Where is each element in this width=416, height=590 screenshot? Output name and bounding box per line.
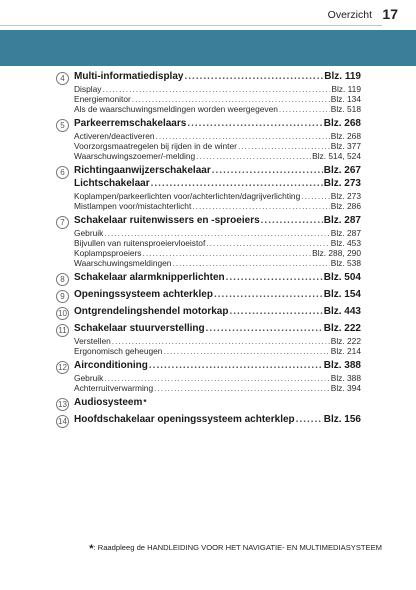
toc-entry[interactable] [74, 215, 361, 228]
toc-subentry-page: Blz. 287 [330, 228, 361, 238]
toc-subentry-label: Verstellen [74, 336, 111, 346]
page-number: 17 [382, 6, 398, 22]
section-number-circle: 13 [56, 398, 69, 411]
toc-subentry-label: Ergonomisch geheugen [74, 346, 163, 356]
dot-leader [172, 258, 329, 268]
dot-leader [214, 289, 323, 300]
dot-leader [212, 165, 323, 176]
section-number-circle: 8 [56, 273, 69, 286]
footnote [89, 543, 382, 555]
toc-entry-title: Schakelaar stuurverstelling [74, 323, 205, 334]
dot-leader [154, 383, 330, 393]
toc-entry[interactable] [74, 414, 361, 427]
section-number-circle: 11 [56, 324, 69, 337]
toc-section [56, 165, 361, 211]
toc-subentry[interactable] [74, 373, 361, 383]
page-header [0, 0, 416, 28]
dot-leader [301, 191, 329, 201]
toc-entry-title: Ontgrendelingshendel motorkap [74, 306, 229, 317]
toc-subentry-page: Blz. 286 [330, 201, 361, 211]
dot-leader [104, 228, 329, 238]
toc-subentry-page: Blz. 214 [330, 346, 361, 356]
toc-entry-title: Schakelaar ruitenwissers en -sproeiers [74, 215, 260, 226]
toc-entry-title: Openingssysteem achterklep [74, 289, 213, 300]
toc-entry-title: Schakelaar alarmknipperlichten [74, 272, 225, 283]
toc-subentry-label: Gebruik [74, 228, 104, 238]
toc-subentry-label: Waarschuwingsmeldingen [74, 258, 172, 268]
toc-section [56, 289, 361, 302]
toc-section [56, 414, 361, 427]
toc-subentry-label: Bijvullen van ruitensproeiervloeistof [74, 238, 206, 248]
toc-subentry-page: Blz. 453 [330, 238, 361, 248]
section-number-circle: 4 [56, 72, 69, 85]
dot-leader [226, 272, 323, 283]
toc-subentry-label: Koplampsproeiers [74, 248, 142, 258]
toc-entry-title: Parkeerremschakelaars [74, 118, 187, 129]
toc-subentry[interactable] [74, 228, 361, 238]
toc-subentry-label: Gebruik [74, 373, 104, 383]
toc-entry-page: Blz. 267 [323, 165, 361, 176]
footnote-star: * [89, 543, 94, 555]
dot-leader [261, 215, 323, 226]
section-title: Overzicht [327, 9, 372, 21]
toc-entry-title: Airconditioning [74, 360, 148, 371]
toc-section [56, 323, 361, 356]
toc-entry[interactable] [74, 71, 361, 84]
toc-entry-title: Richtingaanwijzerschakelaar [74, 165, 211, 176]
dot-leader [143, 248, 312, 258]
toc-subentry[interactable] [74, 84, 361, 94]
toc-subentry-page: Blz. 394 [330, 383, 361, 393]
toc-subentry[interactable] [74, 191, 361, 201]
toc-subentry-page: Blz. 388 [330, 373, 361, 383]
dot-leader [132, 94, 330, 104]
toc-subentry-page: Blz. 514, 524 [312, 151, 361, 161]
toc-subentry[interactable] [74, 383, 361, 393]
toc-subentry-page: Blz. 273 [330, 191, 361, 201]
toc-entry-page: Blz. 443 [323, 306, 361, 317]
toc-entry-page: Blz. 268 [323, 118, 361, 129]
toc-subentry-page: Blz. 268 [330, 131, 361, 141]
dot-leader [187, 118, 322, 129]
toc-entry[interactable] [74, 165, 361, 178]
dot-leader [184, 71, 323, 82]
dot-leader [163, 346, 329, 356]
toc-entry-page: Blz. 287 [323, 215, 361, 226]
dot-leader [206, 238, 329, 248]
toc-entry[interactable] [74, 306, 361, 319]
footnote-text: : Raadpleeg de HANDLEIDING VOOR HET NAVIGATIE- EN MULTIMEDIASYSTEEM [93, 543, 382, 552]
toc-entry-title: Hoofdschakelaar openingssysteem achterklep [74, 414, 295, 425]
toc-subentry[interactable] [74, 201, 361, 211]
toc-subentry[interactable] [74, 238, 361, 248]
toc-subentry[interactable] [74, 94, 361, 104]
toc-subentry[interactable] [74, 178, 361, 191]
dot-leader [156, 131, 330, 141]
footnote-marker: * [143, 398, 147, 407]
toc-subentry[interactable] [74, 346, 361, 356]
toc-entry[interactable] [74, 272, 361, 285]
toc-section [56, 215, 361, 268]
toc-subentry-page: Blz. 134 [330, 94, 361, 104]
toc-section [56, 397, 361, 410]
toc-subentry-label: Energiemonitor [74, 94, 131, 104]
toc-subentry-page: Blz. 518 [330, 104, 361, 114]
section-number-circle: 12 [56, 361, 69, 374]
toc-entry[interactable] [74, 289, 361, 302]
section-number-circle: 14 [56, 415, 69, 428]
dot-leader [279, 104, 330, 114]
section-number-circle: 9 [56, 290, 69, 303]
toc-subentry[interactable] [74, 131, 361, 141]
toc-subentry[interactable] [74, 336, 361, 346]
section-number-circle: 5 [56, 119, 69, 132]
toc-subentry-label: Mistlampen voor/mistachterlicht [74, 201, 192, 211]
toc-entry[interactable] [74, 360, 361, 373]
toc-section [56, 306, 361, 319]
toc-subentry-label: Activeren/deactiveren [74, 131, 155, 141]
toc-subentry-page: Blz. 119 [331, 84, 361, 94]
dot-leader [192, 201, 329, 211]
toc-subentry-page: Blz. 538 [330, 258, 361, 268]
toc-subentry[interactable] [74, 248, 361, 258]
toc-subentry-label: Koplampen/parkeerlichten voor/achterlichten/dagrijverlichting [74, 191, 301, 201]
toc-subentry-page: Blz. 222 [330, 336, 361, 346]
toc-entry-page: Blz. 388 [323, 360, 361, 371]
toc-entry[interactable] [74, 118, 361, 131]
toc-subentry-page: Blz. 377 [330, 141, 361, 151]
toc-subentry-label: Achterruitverwarming [74, 383, 154, 393]
toc-subentry[interactable] [74, 104, 361, 114]
dot-leader [102, 84, 330, 94]
header-rule [0, 25, 382, 26]
dot-leader [112, 336, 330, 346]
toc-subentry-label: Waarschuwingszoemer/-melding [74, 151, 196, 161]
toc-entry[interactable] [74, 397, 361, 410]
toc-subentry[interactable] [74, 258, 361, 268]
dot-leader [149, 360, 323, 371]
table-of-contents [56, 71, 361, 431]
toc-entry-page: Blz. 154 [323, 289, 361, 300]
toc-section [56, 360, 361, 393]
dot-leader [104, 373, 329, 383]
toc-section [56, 118, 361, 161]
toc-entry-page: Blz. 222 [323, 323, 361, 334]
dot-leader [206, 323, 323, 334]
toc-subentry-label: Voorzorgsmaatregelen bij rijden in de winter [74, 141, 237, 151]
toc-entry-title: Audiosysteem [74, 397, 143, 408]
dot-leader [196, 151, 311, 161]
toc-entry-title: Multi-informatiedisplay [74, 71, 184, 82]
toc-entry-page: Blz. 156 [323, 414, 361, 425]
toc-entry-page: Blz. 504 [323, 272, 361, 283]
section-number-circle: 7 [56, 216, 69, 229]
dot-leader [238, 141, 330, 151]
dot-leader [229, 306, 322, 317]
toc-subentry-label: Als de waarschuwingsmeldingen worden weergegeven [74, 104, 278, 114]
toc-section [56, 272, 361, 285]
toc-entry[interactable] [74, 323, 361, 336]
header-band [0, 30, 416, 66]
section-number-circle: 10 [56, 307, 69, 320]
toc-subentry[interactable] [74, 151, 361, 161]
toc-section [56, 71, 361, 114]
toc-entry-page: Blz. 119 [324, 71, 361, 82]
section-number-circle: 6 [56, 166, 69, 179]
toc-subentry-label: Display [74, 84, 102, 94]
toc-subentry[interactable] [74, 141, 361, 151]
toc-subentry-label: Lichtschakelaar [74, 178, 150, 189]
dot-leader [296, 414, 323, 425]
dot-leader [151, 178, 323, 189]
toc-subentry-page: Blz. 273 [323, 178, 361, 189]
toc-subentry-page: Blz. 288, 290 [312, 248, 361, 258]
